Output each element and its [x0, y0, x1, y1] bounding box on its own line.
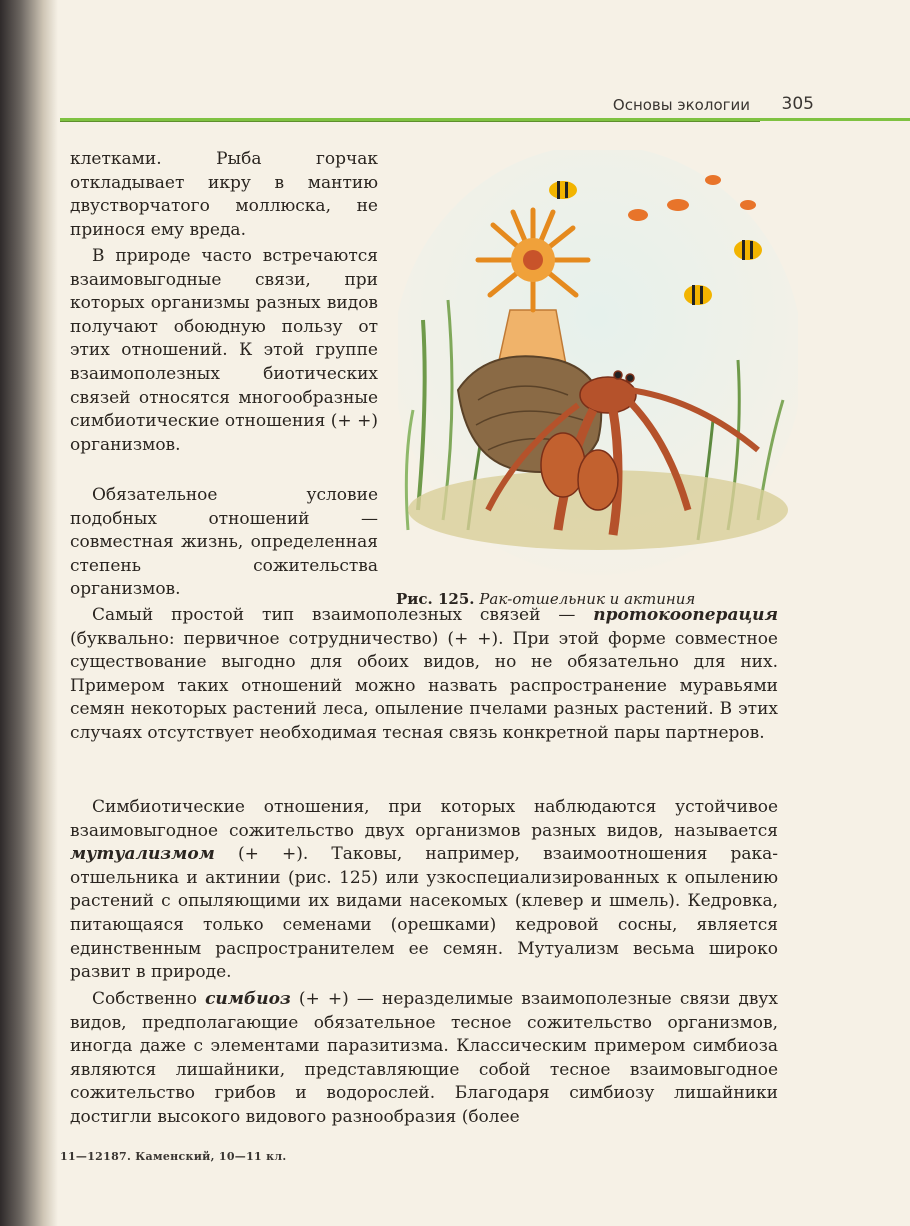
- paragraph-2: [70, 245, 378, 457]
- header-dark-rule: [60, 121, 760, 122]
- page-number: 305: [781, 94, 814, 114]
- paragraph-3: [70, 484, 378, 602]
- paragraph-5: [70, 796, 778, 985]
- section-title: Основы экологии: [612, 96, 750, 114]
- paragraph-5-rest: (+ +). Таковы, например, взаимоотношения рака-отшельника и актинии (рис. 125) или узкоспециализированных к опылению растений с опыляющими их видами насекомых (клевер и шмель). Кедровка, питающаяся только семенами (орешками) кедровой сосны, является единственным распространителем ее семян. Мутуализм весьма широко развит в природе.: [70, 844, 778, 983]
- term-symbiosis: симбиоз: [205, 989, 291, 1009]
- paragraph-1: [70, 148, 378, 242]
- paragraph-4: [70, 604, 778, 746]
- paragraph-6: [70, 988, 778, 1130]
- hermit-crab-illustration: [398, 150, 798, 578]
- paragraph-4-start: Самый простой тип взаимополезных связей —: [92, 605, 594, 625]
- figure-number: Рис. 125.: [396, 590, 475, 608]
- paragraph-6-rest: (+ +) — неразделимые взаимополезные связи двух видов, предполагающие обязательное тесное сожительство организмов, иногда даже с элементами паразитизма. Классическим примером симбиоза являются лишайники, представляющие собой тесное взаимовыгодное сожительство грибов и водорослей. Благодаря симбиозу лишайники достигли высокого видового разнообразия (более: [70, 989, 778, 1127]
- term-mutualism: мутуализмом: [70, 844, 215, 865]
- figure-caption-text: Рак-отшельник и актиния: [479, 590, 696, 608]
- figure-hermit-crab-anemone: [398, 150, 798, 578]
- book-spine-shadow: [0, 0, 58, 1226]
- term-protocooperation: протокооперация: [593, 605, 778, 625]
- paragraph-2-text: В природе часто встречаются взаимовыгодные связи, при которых организмы разных видов получают обоюдную пользу от этих отношений. К этой группе взаимополезных биотических связей относятся многообразные симбиотические отношения (+ +) организмов.: [70, 246, 378, 455]
- paragraph-4-rest: (буквально: первичное сотрудничество) (+ +). При этой форме совместное существование выгодно для обоих видов, но не обязательно для них. Примером таких отношений можно назвать распространение муравьями семян некоторых растений леса, опыление пчелами разных растений. В этих случаях отсутствует необходимая тесная связь конкретной пары партнеров.: [70, 628, 778, 743]
- page-header: [60, 92, 910, 124]
- paragraph-3-text: Обязательное условие подобных отношений — совместная жизнь, определенная степень сожительства организмов.: [70, 485, 378, 600]
- paragraph-1-text: клетками. Рыба горчак откладывает икру в мантию двустворчатого моллюска, не принося ему вреда.: [70, 149, 378, 240]
- footer-imprint: 11—12187. Каменский, 10—11 кл.: [60, 1150, 287, 1163]
- paragraph-6-start: Собственно: [92, 989, 206, 1009]
- paragraph-5-start: Симбиотические отношения, при которых наблюдаются устойчивое взаимовыгодное сожительство двух организмов разных видов, называется: [70, 797, 778, 841]
